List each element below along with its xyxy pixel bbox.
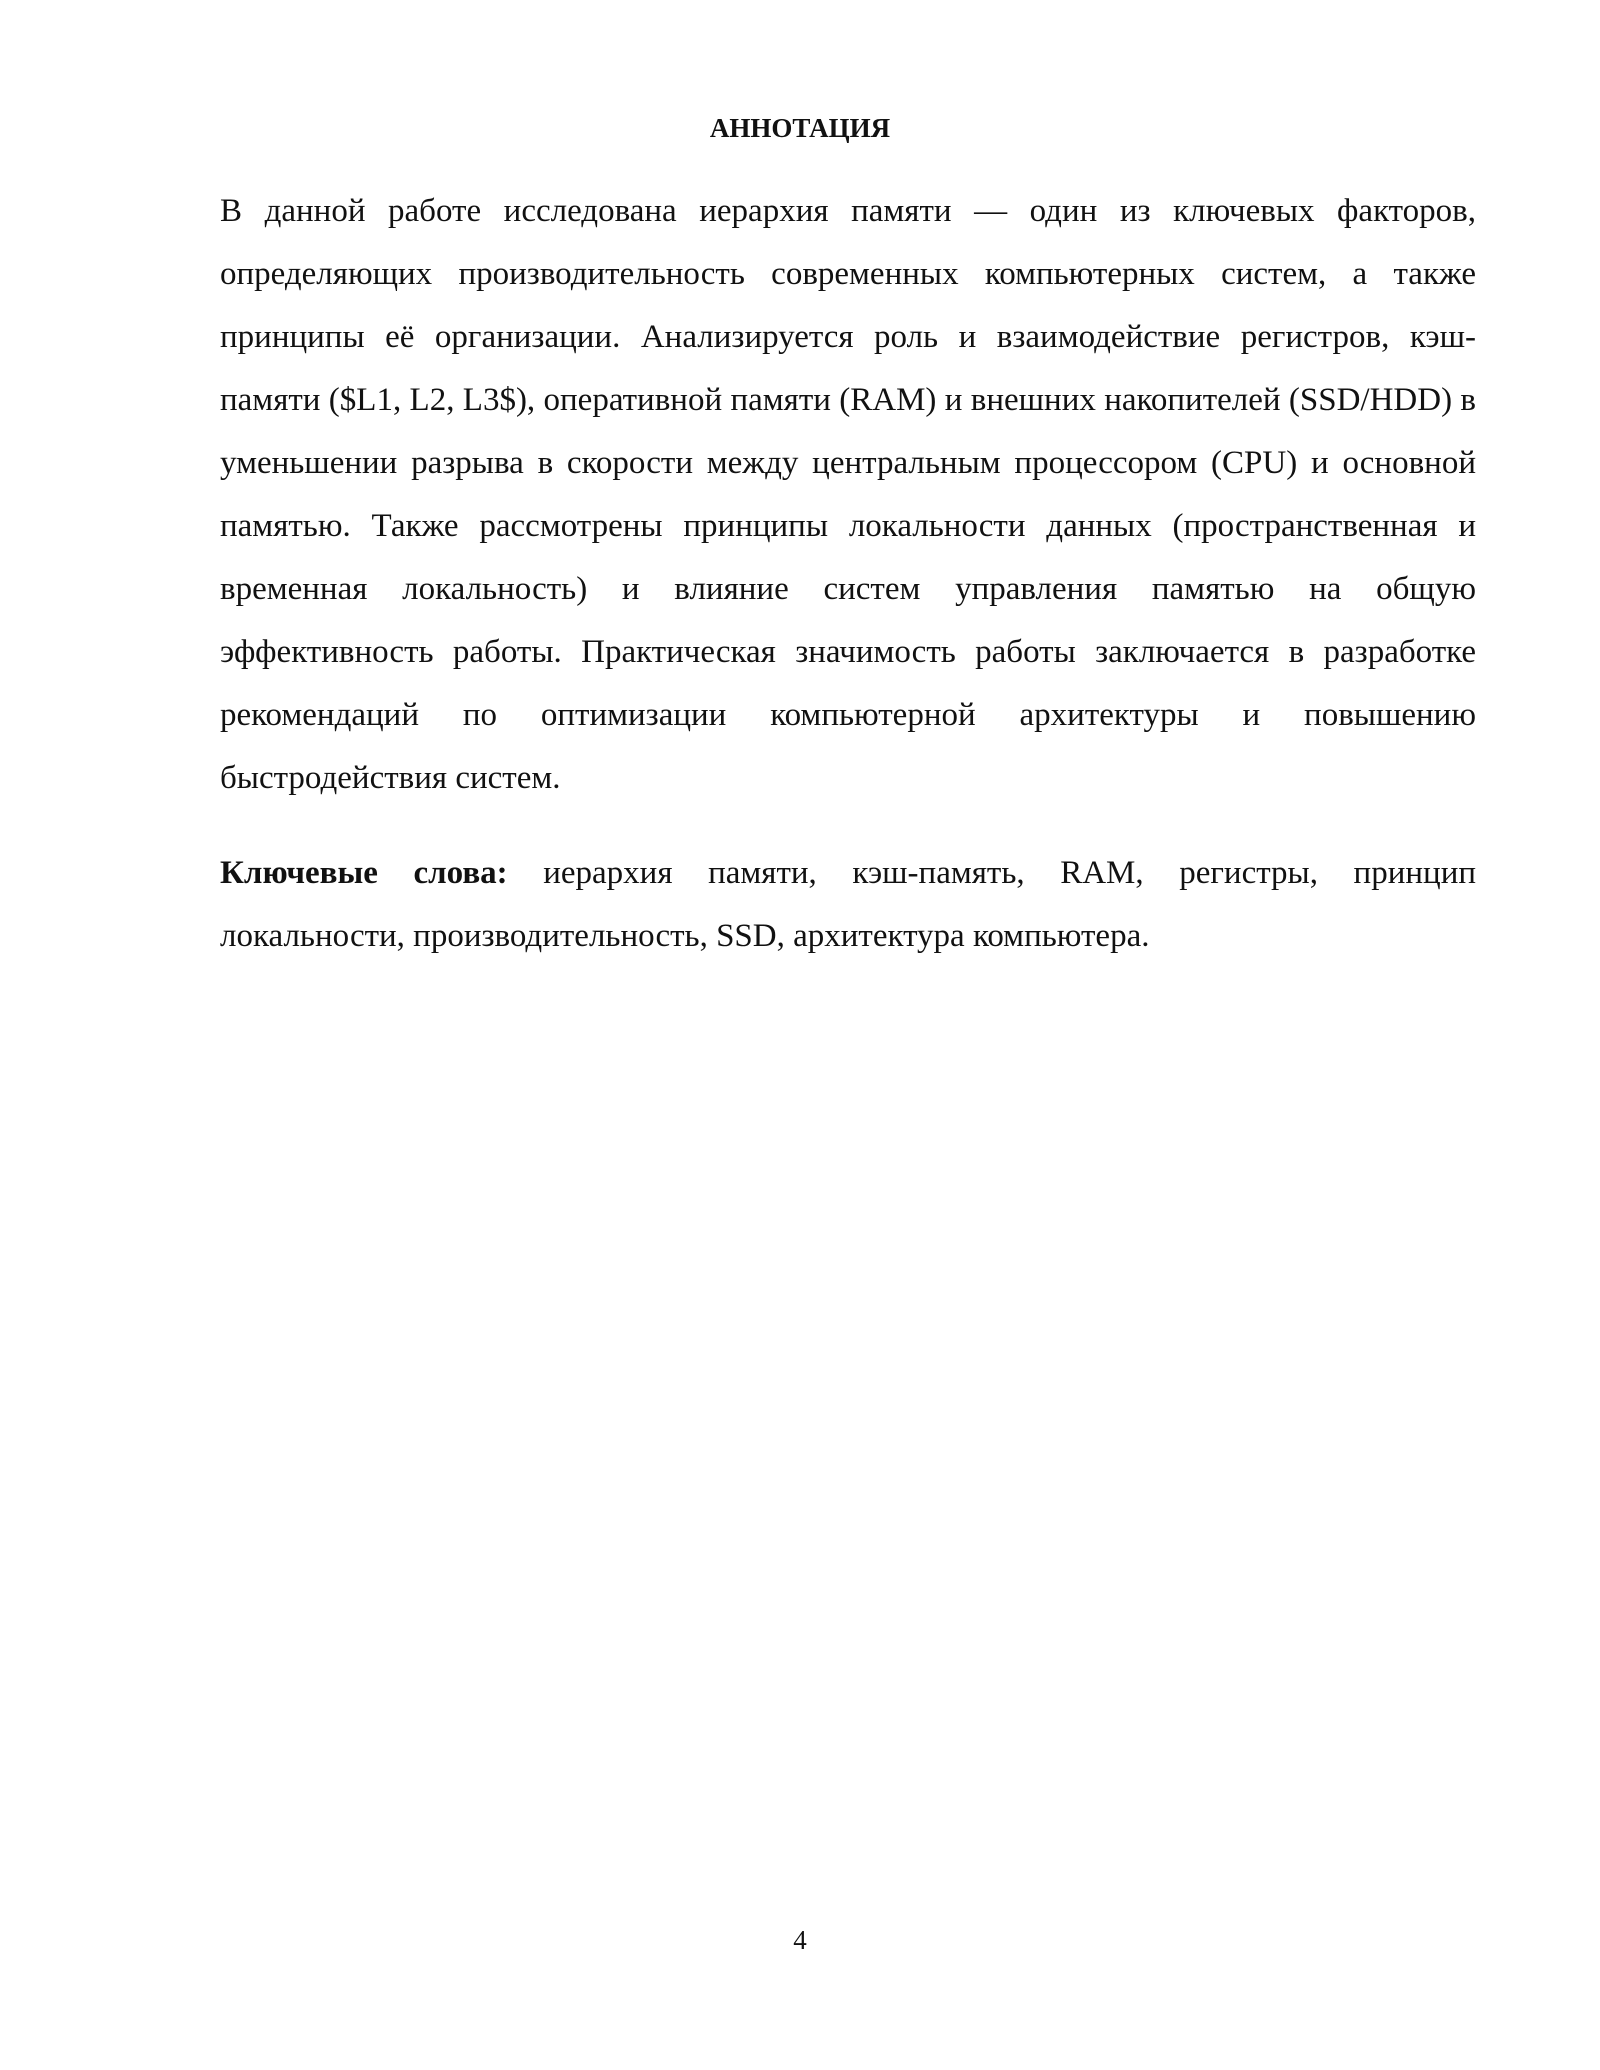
page-number: 4: [793, 1925, 807, 1955]
keywords-list: иерархия памяти, кэш-память, RAM, регистры, принцип локальности, производительность, SSD, архитектура компьютера.: [220, 855, 1477, 954]
keywords-paragraph: [220, 842, 1476, 968]
abstract-paragraph: В данной работе исследована иерархия памяти — один из ключевых факторов, определяющих производительность современных компьютерных систем, а также принципы её организации. Анализируется роль и взаимодействие регистров, кэш-памяти ($L1, L2, L3$), оперативной памяти (RAM) и внешних накопителей (SSD/HDD) в уменьшении разрыва в скорости между центральным процессором (CPU) и основной памятью. Также рассмотрены принципы локальности данных (пространственная и временная локальность) и влияние систем управления памятью на общую эффективность работы. Практическая значимость работы заключается в разработке рекомендаций по оптимизации компьютерной архитектуры и повышению быстродействия систем.: [220, 193, 1476, 796]
page-heading: АННОТАЦИЯ: [709, 113, 891, 143]
keywords-label: Ключевые слова:: [220, 855, 508, 891]
